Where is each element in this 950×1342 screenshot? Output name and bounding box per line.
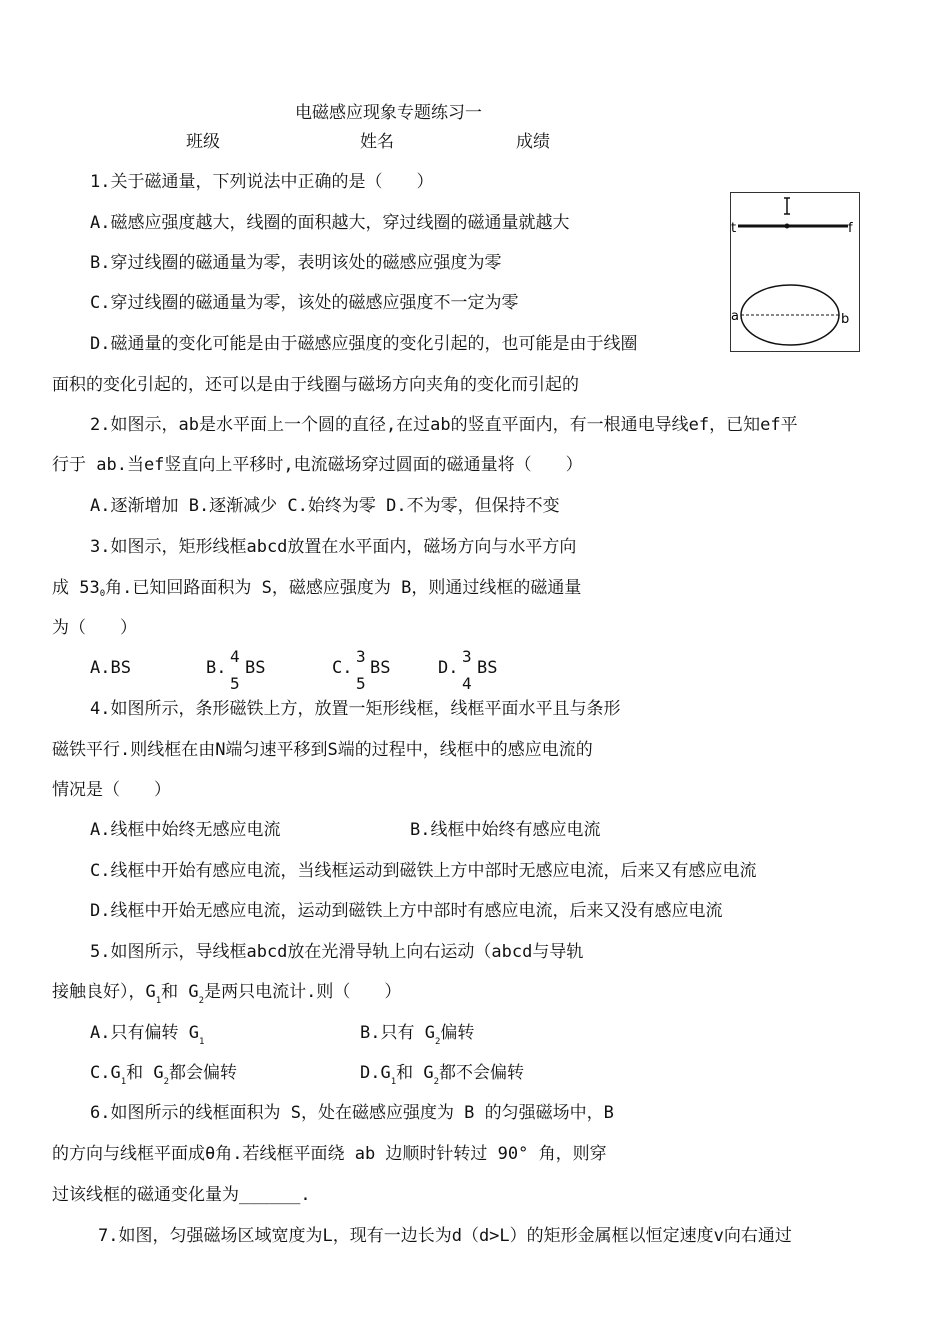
q2-stem-line1: 2.如图示，ab是水平面上一个圆的直径,在过ab的竖直平面内，有一根通电导线ef，已知ef平 xyxy=(90,415,798,435)
wire-circle-figure xyxy=(730,192,860,352)
q6-stem-line2: 的方向与线框平面成θ角.若线框平面绕 ab 边顺时针转过 90° 角，则穿 xyxy=(52,1144,607,1164)
q5-option-c xyxy=(90,1062,237,1087)
class-label: 班级 xyxy=(186,132,220,152)
q5-option-d-tail: 都不会偏转 xyxy=(439,1063,525,1083)
q3-option-d-label: D. xyxy=(438,658,459,678)
q4-option-d: D.线框中开始无感应电流，运动到磁铁上方中部时有感应电流，后来又没有感应电流 xyxy=(90,901,723,921)
q3-stem-line3: 为（ ） xyxy=(52,618,137,638)
q7-stem-line1: 7.如图，匀强磁场区域宽度为L，现有一边长为d（d>L）的矩形金属框以恒定速度v向右通过 xyxy=(98,1226,792,1246)
label-a: a xyxy=(731,309,739,324)
q5-option-d xyxy=(360,1062,524,1087)
q6-stem-line3: 过该线框的磁通变化量为______. xyxy=(52,1185,311,1205)
q3-option-c-label: C. xyxy=(332,658,353,678)
q3-stem-line1: 3.如图示，矩形线框abcd放置在水平面内，磁场方向与水平方向 xyxy=(90,537,577,557)
q6-stem-line1: 6.如图所示的线框面积为 S，处在磁感应强度为 B 的匀强磁场中，B xyxy=(90,1103,614,1123)
q3-option-b-denominator: 5 xyxy=(230,674,240,693)
label-b: b xyxy=(841,312,850,327)
q1-option-d-line1: D.磁通量的变化可能是由于磁感应强度的变化引起的，也可能是由于线圈 xyxy=(90,334,638,354)
q5-option-b-text: B.只有 G xyxy=(360,1023,435,1043)
q4-option-a: A.线框中始终无感应电流 xyxy=(90,820,281,840)
q5-option-d-and: 和 G xyxy=(396,1063,434,1083)
q3-option-c-numerator: 3 xyxy=(356,647,366,666)
q5-option-a-text: A.只有偏转 G xyxy=(90,1023,199,1043)
q5-option-b-tail: 偏转 xyxy=(440,1023,475,1043)
q3-stem-line2 xyxy=(52,577,581,602)
q3-angle-text: 成 53 xyxy=(52,578,100,598)
q5-option-b xyxy=(360,1022,474,1047)
q1-option-a: A.磁感应强度越大，线圈的面积越大，穿过线圈的磁通量就越大 xyxy=(90,213,570,233)
q5-g1-sub: 1 xyxy=(155,996,162,1006)
q3-option-c-bs: BS xyxy=(370,658,391,678)
q3-option-d-bs: BS xyxy=(477,658,498,678)
q4-stem-line3: 情况是（ ） xyxy=(52,780,171,800)
q5-option-c-sub2: 2 xyxy=(163,1077,170,1087)
q4-stem-line2: 磁铁平行.则线框在由N端匀速平移到S端的过程中，线框中的感应电流的 xyxy=(52,740,593,760)
name-label: 姓名 xyxy=(360,132,394,152)
q2-stem-line2: 行于 ab.当ef竖直向上平移时,电流磁场穿过圆面的磁通量将（ ） xyxy=(52,455,583,475)
q3-option-b-label: B. xyxy=(206,658,227,678)
q3-option-d-denominator: 4 xyxy=(462,674,472,693)
q1-option-b: B.穿过线圈的磁通量为零，表明该处的磁感应强度为零 xyxy=(90,253,502,273)
q1-option-d-line2: 面积的变化引起的，还可以是由于线圈与磁场方向夹角的变化而引起的 xyxy=(52,375,579,395)
q3-option-b-bs: BS xyxy=(245,658,266,678)
wire-midpoint xyxy=(785,224,790,229)
q5-stem-line2 xyxy=(52,981,401,1006)
label-f: f xyxy=(848,221,853,236)
q5-option-a xyxy=(90,1022,204,1047)
q5-text-c: 是两只电流计.则（ ） xyxy=(204,982,402,1002)
q4-option-c: C.线框中开始有感应电流，当线框运动到磁铁上方中部时无感应电流，后来又有感应电流 xyxy=(90,861,757,881)
q3-option-b-numerator: 4 xyxy=(230,647,240,666)
q5-option-c-tail: 都会偏转 xyxy=(169,1063,238,1083)
q4-option-b: B.线框中始终有感应电流 xyxy=(410,820,601,840)
q5-option-c-text: C.G xyxy=(90,1063,121,1083)
q5-option-d-sub2: 2 xyxy=(433,1077,440,1087)
figure-border xyxy=(731,193,860,352)
label-e: t xyxy=(731,221,737,236)
q5-option-b-sub: 2 xyxy=(434,1037,441,1047)
q5-stem-line1: 5.如图所示，导线框abcd放在光滑导轨上向右运动（abcd与导轨 xyxy=(90,942,584,962)
score-label: 成绩 xyxy=(516,132,550,152)
q3-option-a: A.BS xyxy=(90,658,131,678)
q5-option-c-sub1: 1 xyxy=(120,1077,127,1087)
q2-options: A.逐渐增加 B.逐渐减少 C.始终为零 D.不为零，但保持不变 xyxy=(90,496,560,516)
q5-option-d-text: D.G xyxy=(360,1063,391,1083)
q3-degree-mark: 0 xyxy=(99,589,106,599)
page-title: 电磁感应现象专题练习一 xyxy=(295,103,482,123)
q5-text-b: 和 G xyxy=(161,982,199,1002)
q3-option-c-denominator: 5 xyxy=(356,674,366,693)
q5-g2-sub: 2 xyxy=(198,996,205,1006)
q5-option-a-sub: 1 xyxy=(198,1037,205,1047)
q3-stem-line2-rest: 角.已知回路面积为 S，磁感应强度为 B，则通过线框的磁通量 xyxy=(105,578,582,598)
q5-text-a: 接触良好），G xyxy=(52,982,156,1002)
q3-option-d-numerator: 3 xyxy=(462,647,472,666)
q4-stem-line1: 4.如图所示，条形磁铁上方，放置一矩形线框，线框平面水平且与条形 xyxy=(90,699,621,719)
q1-option-c: C.穿过线圈的磁通量为零，该处的磁感应强度不一定为零 xyxy=(90,293,519,313)
q5-option-c-and: 和 G xyxy=(126,1063,164,1083)
q1-stem: 1.关于磁通量，下列说法中正确的是（ ） xyxy=(90,172,434,192)
q5-option-d-sub1: 1 xyxy=(390,1077,397,1087)
